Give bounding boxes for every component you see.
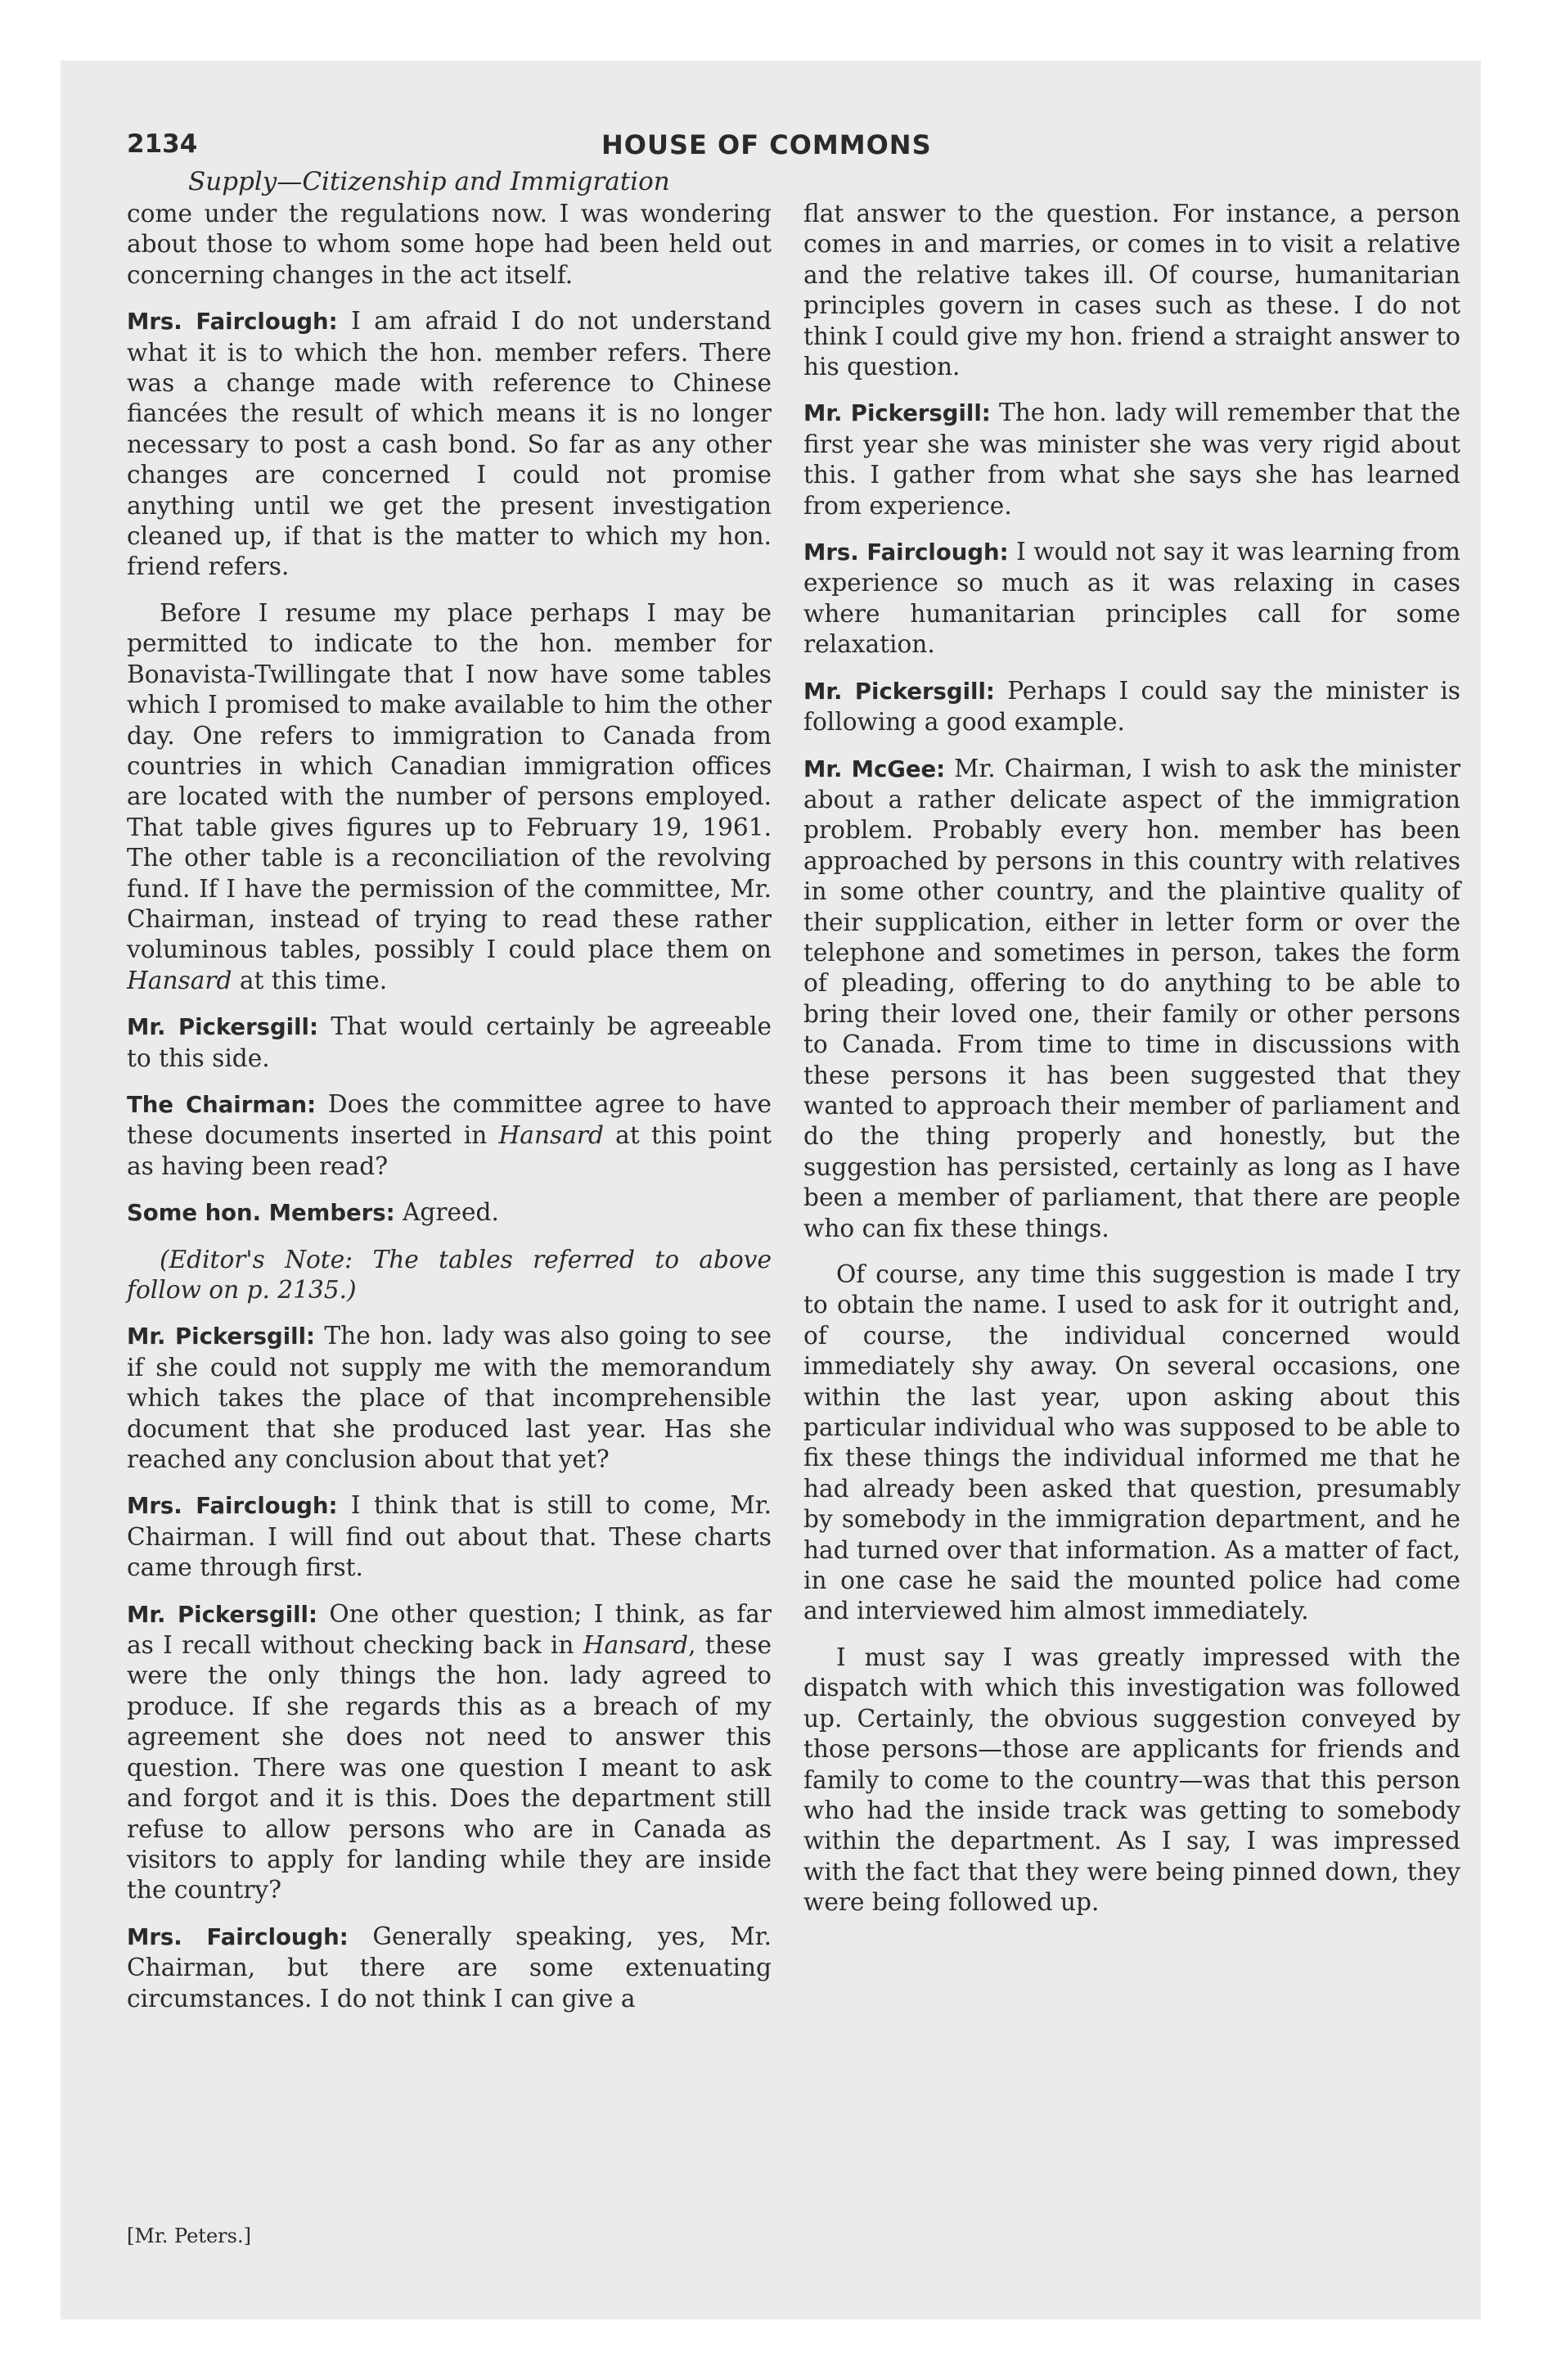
page-number: 2134 bbox=[127, 129, 198, 159]
footer-speaker-note: [Mr. Peters.] bbox=[127, 2224, 251, 2247]
paragraph-text: I would not say it was learning from experience so much as it was relaxing in cases where humanitarian principles call for some relaxation. bbox=[803, 538, 1460, 659]
paragraph-text: Does the committee agree to have these documents inserted in bbox=[127, 1089, 772, 1150]
paragraph bbox=[803, 754, 1460, 1245]
speaker-name: Mr. Pickersgill: bbox=[803, 678, 995, 705]
speaker-name: Mrs. Fairclough: bbox=[127, 1493, 338, 1520]
paragraph bbox=[127, 1089, 772, 1182]
paragraph bbox=[127, 199, 772, 291]
paragraph-text: One other question; I think, as far as I recall without checking back in bbox=[127, 1599, 772, 1660]
editor-note: (Editor's Note: The tables referred to above follow on p. 2135.) bbox=[127, 1245, 772, 1304]
paragraph-text: The hon. lady was also going to see if she could not supply me with the memorandum which takes the place of that incomprehensible document that she produced last year. Has she reached any conclusion about that yet? bbox=[127, 1322, 772, 1474]
paragraph bbox=[127, 1321, 772, 1475]
paragraph-text-continued: , these were the only things the hon. lady agreed to produce. If she regards this as a breach of my agreement she does not need to answer this question. There was one question I meant to ask and forgot and it is this. Does the department still refuse to allow persons who are in Canada as visitors to apply for landing while they are inside the country? bbox=[127, 1631, 772, 1904]
paragraph bbox=[127, 1012, 772, 1074]
paragraph-text: come under the regulations now. I was wondering about those to whom some hope had been held out concerning changes in the act itself. bbox=[127, 200, 772, 289]
paragraph-text: I am afraid I do not understand what it is to which the hon. member refers. There was a change made with reference to Chinese fiancées the result of which means it is no longer necessary to post a cash bond. So far as any other changes are concerned I could not promise anything until we get the present investigation cleaned up, if that is the matter to which my hon. friend refers. bbox=[127, 307, 772, 581]
page-title: HOUSE OF COMMONS bbox=[601, 129, 932, 160]
paragraph bbox=[127, 1599, 772, 1906]
speaker-name: Mrs. Fairclough: bbox=[127, 309, 338, 336]
paragraph bbox=[127, 1490, 772, 1583]
speaker-name: Some hon. Members: bbox=[127, 1200, 395, 1227]
paragraph bbox=[803, 1643, 1460, 1918]
paragraph bbox=[127, 1197, 772, 1228]
paragraph bbox=[803, 676, 1460, 738]
paragraph-text: Agreed. bbox=[403, 1198, 499, 1227]
italic-reference: Hansard bbox=[583, 1631, 689, 1660]
paragraph-text: Mr. Chairman, I wish to ask the minister about a rather delicate aspect of the immigration problem. Probably every hon. member has been approached by persons in this country with relatives in some other country, and the plaintive quality of their supplication, either in letter form or over the telephone and sometimes in person, takes the form of pleading, offering to do anything to be able to bring their loved one, their family or other persons to Canada. From time to time in discussions with these persons it has been suggested that they wanted to approach their member of parliament and do the thing properly and honestly, but the suggestion has persisted, certainly as long as I have been a member of parliament, that there are people who can fix these things. bbox=[803, 754, 1460, 1242]
paragraph-text: The hon. lady will remember that the first year she was minister she was very rigid about this. I gather from what she says she has learned from experience. bbox=[803, 399, 1460, 520]
speaker-name: Mr. Pickersgill: bbox=[127, 1601, 317, 1628]
paragraph-text-continued: at this point as having been read? bbox=[127, 1121, 772, 1180]
paragraph bbox=[803, 199, 1460, 382]
paragraph-text: Generally speaking, yes, Mr. Chairman, but there are some extenuating circumstances. I do not think I can give a bbox=[127, 1922, 772, 2013]
paragraph-text-continued: at this time. bbox=[232, 966, 388, 994]
paragraph-text: Before I resume my place perhaps I may be permitted to indicate to the hon. member for Bonavista-Twillingate that I now have some tables which I promised to make available to him the other day. One refers to immigration to Canada from countries in which Canadian immigration offices are located with the number of persons employed. That table gives figures up to February 19, 1961. The other table is a reconciliation of the revolving fund. If I have the permission of the committee, Mr. Chairman, instead of trying to read these rather voluminous tables, possibly I could place them on bbox=[127, 598, 772, 964]
left-column bbox=[127, 199, 772, 2030]
paragraph-text: Perhaps I could say the minister is following a good example. bbox=[803, 676, 1460, 737]
speaker-name: Mrs. Fairclough: bbox=[803, 539, 1009, 566]
paragraph-text: flat answer to the question. For instance, a person comes in and marries, or comes in to visit a relative and the relative takes ill. Of course, humanitarian principles govern in cases such as these. I do not think I could give my hon. friend a straight answer to his question. bbox=[803, 200, 1460, 381]
paragraph-text: Of course, any time this suggestion is made I try to obtain the name. I used to ask for it outright and, of course, the individual concerned would immediately shy away. On several occasions, one within the last year, upon asking about this particular individual who was supposed to be able to fix these things the individual informed me that he had already been asked that question, presumably by somebody in the immigration department, and he had turned over that information. As a matter of fact, in one case he said the mounted police had come and interviewed him almost immediately. bbox=[803, 1260, 1460, 1625]
page-header bbox=[127, 129, 1354, 170]
paragraph bbox=[127, 598, 772, 996]
paragraph bbox=[127, 1245, 772, 1306]
speaker-name: Mr. Pickersgill: bbox=[127, 1014, 318, 1041]
italic-reference: Hansard bbox=[498, 1121, 604, 1150]
paragraph bbox=[803, 537, 1460, 660]
paragraph bbox=[127, 1922, 772, 2014]
paragraph bbox=[803, 398, 1460, 521]
section-subtitle: Supply—Citizenship and Immigration bbox=[188, 167, 670, 196]
paragraph bbox=[127, 306, 772, 583]
right-column bbox=[803, 199, 1460, 1934]
speaker-name: Mr. Pickersgill: bbox=[127, 1323, 315, 1350]
speaker-name: Mrs. Fairclough: bbox=[127, 1923, 349, 1950]
italic-reference: Hansard bbox=[127, 966, 232, 994]
speaker-name: The Chairman: bbox=[127, 1091, 317, 1118]
paragraph bbox=[803, 1260, 1460, 1627]
speaker-name: Mr. Pickersgill: bbox=[803, 400, 991, 427]
speaker-name: Mr. McGee: bbox=[803, 755, 946, 782]
paragraph-text: I think that is still to come, Mr. Chairman. I will find out about that. These charts came through first. bbox=[127, 1491, 772, 1582]
paragraph-text: I must say I was greatly impressed with the dispatch with which this investigation was followed up. Certainly, the obvious suggestion conveyed by those persons—those are applicants for friends and family to come to the country—was that this person who had the inside track was getting to somebody within the department. As I say, I was impressed with the fact that they were being pinned down, they were being followed up. bbox=[803, 1643, 1460, 1917]
paragraph-text: That would certainly be agreeable to this side. bbox=[127, 1012, 772, 1072]
